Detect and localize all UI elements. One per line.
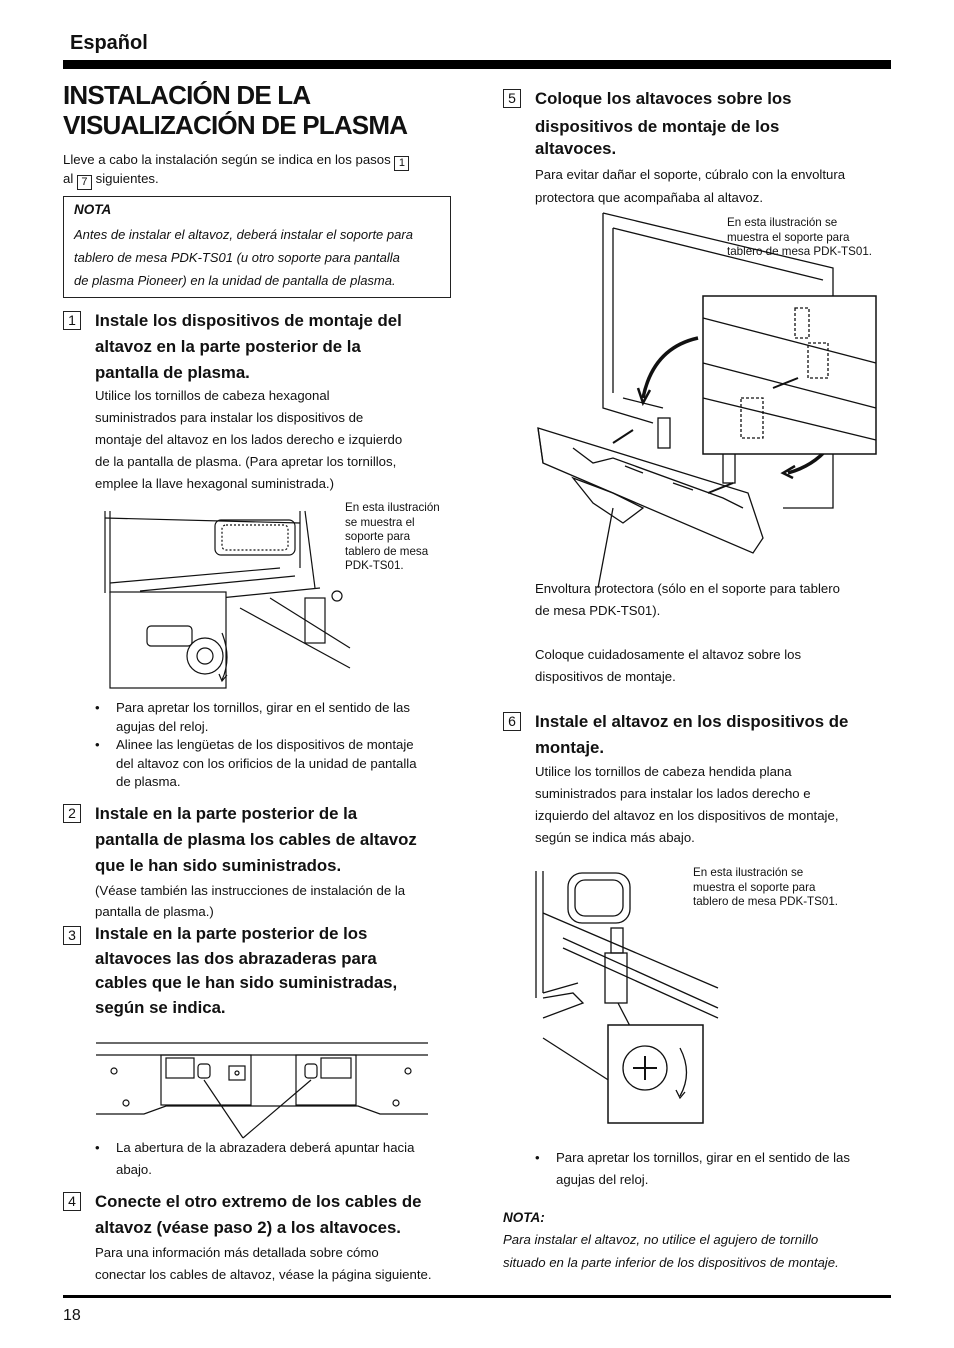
language-label: Español [70,32,148,54]
page-number: 18 [63,1307,81,1324]
footer-rule [63,1295,891,1298]
page-title-line-2: VISUALIZACIÓN DE PLASMA [63,110,408,140]
heading-line: altavoz (véase paso 2) a los altavoces. [95,1218,401,1237]
body-line: de la pantalla de plasma. (Para apretar los tornillos, [95,454,397,469]
body-line: emplee la llave hexagonal suministrada.) [95,476,334,491]
bullet-line: Para apretar los tornillos, girar en el sentido de las [556,1150,850,1165]
step-1-number: 1 [63,311,81,330]
intro-step-from: 1 [394,156,409,171]
body-line: Para evitar dañar el soporte, cúbralo con la envoltura [535,167,846,182]
bullet-line: Alinee las lengüetas de los dispositivos de montaje [116,737,414,752]
caption-line: muestra el soporte para [727,230,850,244]
step-5-illustration [533,208,878,578]
heading-line: altavoz en la parte posterior de la [95,337,361,356]
note-2-label: NOTA: [503,1210,545,1225]
caption-line: muestra el soporte para [693,880,816,894]
body-line: (Véase también las instrucciones de instalación de la [95,883,406,898]
body-line: izquierdo del altavoz en los dispositivos de montaje, [535,808,839,823]
heading-line: montaje. [535,738,605,757]
caption-line: PDK-TS01. [345,559,404,572]
heading-line: según se indica. [95,997,226,1017]
heading-line: pantalla de plasma. [95,363,250,382]
heading-line: Instale los dispositivos de montaje del [95,311,402,330]
heading-line: Instale el altavoz en los dispositivos de [535,712,849,731]
note-line: Antes de instalar el altavoz, deberá instalar el soporte para [74,227,413,242]
heading-line: dispositivos de montaje de los [535,117,780,136]
note-text [74,223,449,292]
page-title [63,80,463,140]
step-1-bullet: • Alinee las lengüetas de los dispositivos de montaje del altavoz con los orificios de la unidad de pantalla de plasma. [95,736,455,796]
step-5-number: 5 [503,89,521,108]
caption-line: soporte para [345,530,411,543]
heading-line: que le han sido suministrados. [95,856,342,875]
step-3-number: 3 [63,926,81,945]
step-1-body [95,385,455,495]
step-2-body [95,880,455,922]
step-6-number: 6 [503,712,521,731]
body-line: Para una información más detallada sobre cómo [95,1245,379,1260]
intro-text-b: al [63,171,74,186]
step-6-body [535,761,895,849]
note-2-text [503,1228,893,1274]
step-1-caption [345,501,465,574]
bullet-text [116,736,417,792]
caption-line: tablero de mesa PDK-TS01. [693,895,838,908]
step-2-heading [95,801,460,879]
step-5-body [535,163,895,209]
note-line: situado en la parte inferior de los dispositivos de montaje. [503,1255,839,1270]
step-4-body [95,1242,460,1286]
bullet-line: La abertura de la abrazadera deberá apuntar hacia [116,1140,415,1155]
step-4-heading [95,1189,460,1241]
step-5-body-2 [535,644,895,688]
step-6-heading [535,709,895,761]
body-line: Utilice los tornillos de cabeza hendida plana [535,764,792,779]
step-1-illustration [100,508,350,688]
note-box [63,196,451,298]
heading-line: cables que le han sido suministradas, [95,973,398,992]
bullet-text [116,699,410,736]
body-line: conectar los cables de altavoz, véase la página siguiente. [95,1267,432,1282]
intro-step-to: 7 [77,175,92,190]
caption-line: tablero de mesa PDK-TS01. [727,245,872,258]
step-1-heading [95,308,455,386]
heading-line: Instale en la parte posterior de la [95,804,358,823]
step-3-bullet: • La abertura de la abrazadera deberá apuntar hacia abajo. [95,1137,455,1177]
note-label: NOTA [74,202,112,217]
note-line: tablero de mesa PDK-TS01 (u otro soporte para pantalla [74,250,400,265]
caption-line: En esta ilustración se [693,866,804,879]
note-line: de plasma Pioneer) en la unidad de pantalla de plasma. [74,273,396,288]
heading-line: Conecte el otro extremo de los cables de [95,1192,422,1211]
bullet-line: Para apretar los tornillos, girar en el sentido de las [116,700,410,715]
step-5-heading [535,86,895,162]
body-line: suministrados para instalar los dispositivos de [95,410,364,425]
body-line: montaje del altavoz en los lados derecho e izquierdo [95,432,403,447]
heading-line: Instale en la parte posterior de los [95,924,368,943]
body-line: Utilice los tornillos de cabeza hexagonal [95,388,330,403]
caption-line: En esta ilustración [345,501,440,514]
intro-text-c: siguientes. [95,171,159,186]
bullet-line: del altavoz con los orificios de la unidad de pantalla [116,755,417,771]
page-title-line-1: INSTALACIÓN DE LA [63,80,311,110]
body-line: protectora que acompañaba al altavoz. [535,190,763,205]
caption-line: tablero de mesa [345,544,429,558]
body-line: dispositivos de montaje. [535,669,676,684]
bullet-line: agujas del reloj. [116,718,209,734]
bullet-text [116,1137,414,1181]
heading-line: pantalla de plasma los cables de altavoz [95,830,417,849]
intro-text [63,149,463,190]
body-line: según se indica más abajo. [535,830,695,845]
step-6-illustration [533,868,718,1128]
wrap-label [535,578,895,622]
note-line: Para instalar el altavoz, no utilice el agujero de tornillo [503,1232,819,1247]
heading-line: altavoces. [535,139,617,158]
bullet-line: de plasma. [116,774,181,789]
bullet-line: agujas del reloj. [556,1172,649,1187]
step-6-bullet: • Para apretar los tornillos, girar en el sentido de las agujas del reloj. [535,1147,895,1187]
step-2-number: 2 [63,804,81,823]
heading-line: altavoces las dos abrazaderas para [95,948,377,968]
label-line: de mesa PDK-TS01). [535,603,661,618]
step-3-heading [95,922,455,1020]
step-6-caption [693,866,873,910]
heading-line: Coloque los altavoces sobre los [535,89,792,108]
caption-line: En esta ilustración se [727,216,838,229]
intro-text-a: Lleve a cabo la instalación según se indica en los pasos [63,152,391,167]
caption-line: se muestra el [345,515,415,529]
step-1-bullet: • Para apretar los tornillos, girar en el sentido de las agujas del reloj. [95,699,455,739]
bullet-line: abajo. [116,1162,152,1177]
body-line: suministrados para instalar los lados derecho e [535,786,811,801]
body-line: Coloque cuidadosamente el altavoz sobre los [535,647,802,662]
step-5-caption [727,216,897,260]
header-rule [63,60,891,69]
body-line: pantalla de plasma.) [95,904,214,919]
label-line: Envoltura protectora (sólo en el soporte para tablero [535,581,840,596]
step-4-number: 4 [63,1192,81,1211]
bullet-text [556,1147,850,1191]
